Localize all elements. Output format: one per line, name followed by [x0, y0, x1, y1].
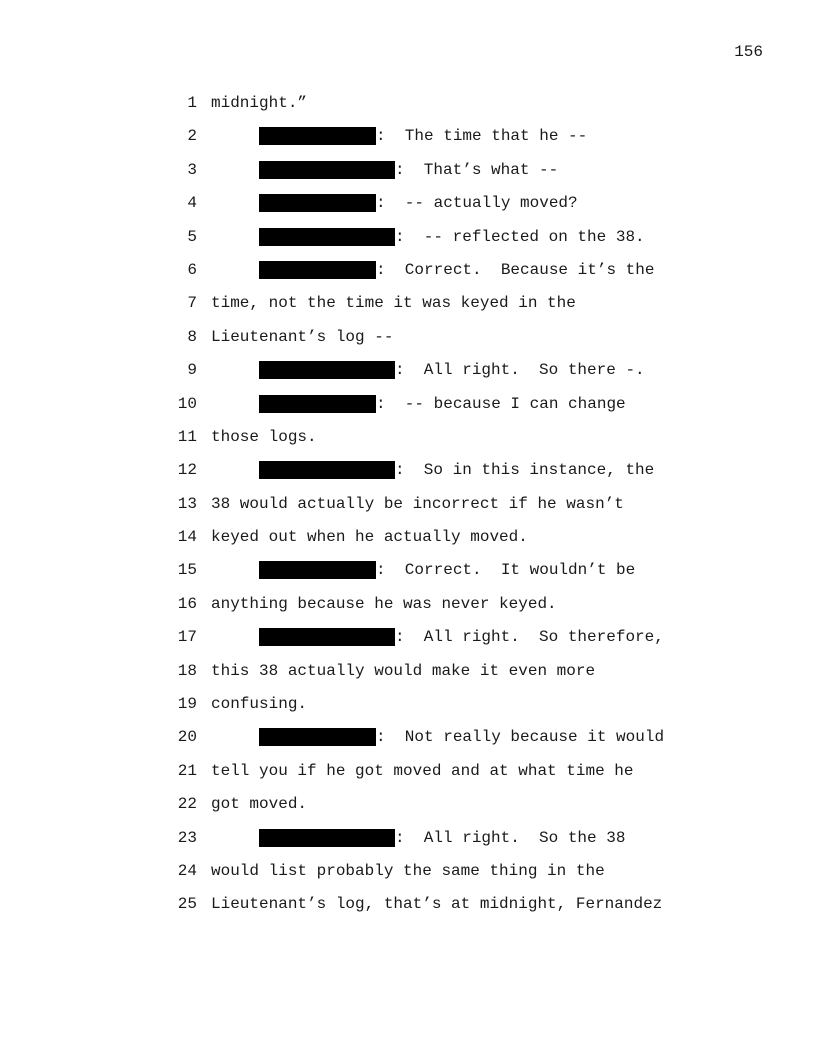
- line-number: 11: [177, 427, 197, 446]
- line-text: confusing.: [211, 695, 308, 714]
- transcript-line: [160, 459, 680, 492]
- transcript-line: [160, 693, 680, 726]
- transcript-line: [160, 726, 680, 759]
- line-number: 9: [187, 361, 197, 380]
- line-text: this 38 actually would make it even more: [211, 661, 596, 680]
- speaker-line: [259, 259, 654, 281]
- transcript-line: [160, 559, 680, 592]
- transcript-line: [160, 359, 680, 392]
- speaker-line: [259, 192, 578, 214]
- transcript-line: [160, 226, 680, 259]
- line-number: 4: [187, 194, 197, 213]
- line-number: 15: [177, 561, 197, 580]
- speech-text: : All right. So therefore,: [395, 628, 664, 647]
- line-number: 1: [187, 94, 197, 112]
- redacted-speaker-name: [259, 261, 376, 279]
- speaker-line: [259, 125, 587, 147]
- transcript-body: [160, 92, 680, 927]
- speech-text: : -- actually moved?: [376, 194, 578, 213]
- redacted-speaker-name: [259, 361, 395, 379]
- speaker-line: [259, 626, 664, 648]
- speaker-line: [259, 726, 664, 748]
- redacted-speaker-name: [259, 127, 376, 145]
- line-text: Lieutenant’s log --: [211, 327, 394, 346]
- line-text: keyed out when he actually moved.: [211, 528, 528, 547]
- speaker-line: [259, 459, 654, 481]
- transcript-line: [160, 526, 680, 559]
- transcript-line: [160, 793, 680, 826]
- line-number: 5: [187, 227, 197, 246]
- line-number: 8: [187, 327, 197, 346]
- transcript-line: [160, 626, 680, 659]
- line-number: 14: [177, 528, 197, 547]
- speech-text: : So in this instance, the: [395, 461, 655, 480]
- transcript-line: [160, 393, 680, 426]
- line-number: 12: [177, 461, 197, 480]
- line-number: 19: [177, 695, 197, 714]
- redacted-speaker-name: [259, 829, 395, 847]
- transcript-line: [160, 159, 680, 192]
- speech-text: : That’s what --: [395, 160, 559, 179]
- line-number: 7: [187, 294, 197, 313]
- line-number: 21: [177, 761, 197, 780]
- transcript-line: [160, 827, 680, 860]
- speech-text: : All right. So the 38: [395, 828, 626, 847]
- speaker-line: [259, 159, 558, 181]
- line-text: time, not the time it was keyed in the: [211, 294, 576, 313]
- transcript-line: [160, 192, 680, 225]
- redacted-speaker-name: [259, 228, 395, 246]
- transcript-line: [160, 292, 680, 325]
- line-number: 25: [177, 895, 197, 914]
- page-number: 156: [734, 43, 763, 61]
- line-text: 38 would actually be incorrect if he wasn’t: [211, 494, 624, 513]
- line-number: 18: [177, 661, 197, 680]
- line-number: 13: [177, 494, 197, 513]
- line-text: midnight.”: [211, 94, 308, 112]
- redacted-speaker-name: [259, 461, 395, 479]
- transcript-line: [160, 593, 680, 626]
- line-number: 3: [187, 160, 197, 179]
- line-number: 24: [177, 861, 197, 880]
- speech-text: : Correct. It wouldn’t be: [376, 561, 636, 580]
- speech-text: : Correct. Because it’s the: [376, 260, 655, 279]
- line-number: 6: [187, 260, 197, 279]
- redacted-speaker-name: [259, 395, 376, 413]
- speaker-line: [259, 559, 635, 581]
- transcript-line: [160, 760, 680, 793]
- speech-text: : The time that he --: [376, 127, 588, 146]
- line-text: got moved.: [211, 795, 308, 814]
- transcript-line: [160, 660, 680, 693]
- transcript-line: [160, 493, 680, 526]
- line-text: Lieutenant’s log, that’s at midnight, Fernandez: [211, 895, 663, 914]
- speaker-line: [259, 359, 645, 381]
- line-text: would list probably the same thing in the: [211, 861, 605, 880]
- speech-text: : -- because I can change: [376, 394, 626, 413]
- line-number: 23: [177, 828, 197, 847]
- transcript-line: [160, 259, 680, 292]
- transcript-line: [160, 125, 680, 158]
- transcript-line: [160, 860, 680, 893]
- speech-text: : All right. So there -.: [395, 361, 645, 380]
- speech-text: : -- reflected on the 38.: [395, 227, 645, 246]
- speaker-line: [259, 827, 625, 849]
- line-number: 16: [177, 594, 197, 613]
- redacted-speaker-name: [259, 194, 376, 212]
- redacted-speaker-name: [259, 628, 395, 646]
- line-text: those logs.: [211, 427, 317, 446]
- redacted-speaker-name: [259, 161, 395, 179]
- line-text: tell you if he got moved and at what time he: [211, 761, 634, 780]
- transcript-line: [160, 426, 680, 459]
- transcript-line: [160, 893, 680, 926]
- line-number: 2: [187, 127, 197, 146]
- line-number: 22: [177, 795, 197, 814]
- transcript-line: [160, 92, 680, 125]
- speaker-line: [259, 393, 626, 415]
- line-number: 20: [177, 728, 197, 747]
- speaker-line: [259, 226, 645, 248]
- speech-text: : Not really because it would: [376, 728, 665, 747]
- transcript-line: [160, 326, 680, 359]
- redacted-speaker-name: [259, 561, 376, 579]
- line-number: 10: [177, 394, 197, 413]
- redacted-speaker-name: [259, 728, 376, 746]
- line-text: anything because he was never keyed.: [211, 594, 557, 613]
- line-number: 17: [177, 628, 197, 647]
